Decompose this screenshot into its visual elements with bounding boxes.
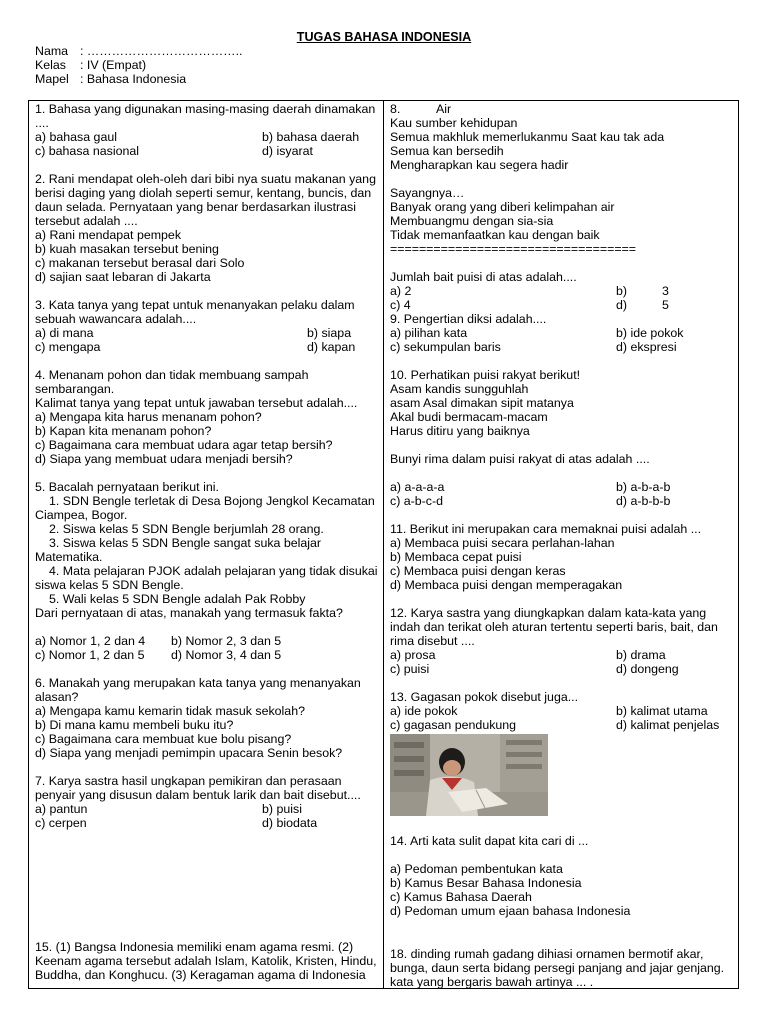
- option: b) Nomor 2, 3 dan 5: [171, 634, 282, 648]
- option: a) a-a-a-a: [390, 480, 445, 494]
- statement: 2. Siswa kelas 5 SDN Bengle berjumlah 28 orang.: [49, 522, 324, 536]
- poem-line: Kau sumber kehidupan: [390, 116, 518, 130]
- option-value: 5: [662, 298, 669, 312]
- question-13: 13. Gagasan pokok disebut juga...: [390, 690, 579, 704]
- option: c) 4: [390, 298, 411, 312]
- poem-line: Semua makhluk memerlukanmu Saat kau tak ada: [390, 130, 665, 144]
- option: c) cerpen: [35, 816, 87, 830]
- mapel-value: : Bahasa Indonesia: [80, 72, 187, 87]
- poem-line: Sayangnya…: [390, 186, 465, 200]
- option: d) Pedoman umum ejaan bahasa Indonesia: [390, 904, 631, 918]
- option: a) pilihan kata: [390, 326, 468, 340]
- option: b) a-b-a-b: [616, 480, 671, 494]
- option: b) Kapan kita menanam pohon?: [35, 424, 212, 438]
- option: c) makanan tersebut berasal dari Solo: [35, 256, 245, 270]
- option: c) puisi: [390, 662, 430, 676]
- kelas-value: : IV (Empat): [80, 58, 147, 73]
- poem-line: asam Asal dimakan sipit matanya: [390, 396, 574, 410]
- option: a) Mengapa kamu kemarin tidak masuk sekolah?: [35, 704, 305, 718]
- option: a) di mana: [35, 326, 94, 340]
- option: d) ekspresi: [616, 340, 677, 354]
- statement: 4. Mata pelajaran PJOK adalah pelajaran yang tidak disukai siswa kelas 5 SDN Bengle.: [35, 564, 378, 592]
- poem-line: Semua kan bersedih: [390, 144, 504, 158]
- poem-line: Harus ditiru yang baiknya: [390, 424, 530, 438]
- statement: 1. SDN Bengle terletak di Desa Bojong Jengkol Kecamatan Ciampea, Bogor.: [35, 494, 375, 522]
- option: b) kuah masakan tersebut bening: [35, 242, 219, 256]
- question-8: Jumlah bait puisi di atas adalah....: [390, 270, 577, 284]
- option: a) Nomor 1, 2 dan 4: [35, 634, 146, 648]
- option: c) gagasan pendukung: [390, 718, 517, 732]
- option: b) siapa: [307, 326, 352, 340]
- option: d) Siapa yang membuat udara menjadi bersih?: [35, 452, 293, 466]
- option: d) Membaca puisi dengan memperagakan: [390, 578, 623, 592]
- question-10: 10. Perhatikan puisi rakyat berikut!: [390, 368, 581, 382]
- option: d) dongeng: [616, 662, 679, 676]
- poem-line: Tidak memanfaatkan kau dengan baik: [390, 228, 600, 242]
- option: a) 2: [390, 284, 412, 298]
- question-9: 9. Pengertian diksi adalah....: [390, 312, 547, 326]
- option-value: 3: [662, 284, 669, 298]
- kelas-label: Kelas: [35, 58, 66, 73]
- option: b) Membaca cepat puisi: [390, 550, 522, 564]
- question-4-prompt: Kalimat tanya yang tepat untuk jawaban tersebut adalah....: [35, 396, 358, 410]
- option: b) ide pokok: [616, 326, 684, 340]
- option: b) bahasa daerah: [262, 130, 360, 144]
- option: d) Siapa yang menjadi pemimpin upacara Senin besok?: [35, 746, 343, 760]
- poem-line: Membuangmu dengan sia-sia: [390, 214, 554, 228]
- option: a) prosa: [390, 648, 436, 662]
- question-18: 18. dinding rumah gadang dihiasi ornamen bermotif akar, bunga, daun serta bidang persegi panjang and jajar genjang. kata yang bergaris bawah artinya ... .: [390, 947, 725, 989]
- option: c) sekumpulan baris: [390, 340, 501, 354]
- statement: 3. Siswa kelas 5 SDN Bengle sangat suka belajar Matematika.: [35, 536, 322, 564]
- poem-line: Mengharapkan kau segera hadir: [390, 158, 569, 172]
- column-divider: [383, 100, 384, 989]
- option: d) kapan: [307, 340, 356, 354]
- poem-line: Akal budi bermacam-macam: [390, 410, 548, 424]
- option: d) biodata: [262, 816, 318, 830]
- statement: 5. Wali kelas 5 SDN Bengle adalah Pak Robby: [49, 592, 306, 606]
- question-4: 4. Menanam pohon dan tidak membuang sampah sembarangan.: [35, 368, 309, 396]
- option: d) kalimat penjelas: [616, 718, 720, 732]
- option: a) Mengapa kita harus menanam pohon?: [35, 410, 262, 424]
- student-info: [35, 44, 242, 87]
- option: c) a-b-c-d: [390, 494, 444, 508]
- question-6: 6. Manakah yang merupakan kata tanya yang menanyakan alasan?: [35, 676, 361, 704]
- mapel-label: Mapel: [35, 72, 69, 87]
- option: d) isyarat: [262, 144, 313, 158]
- question-1: 1. Bahasa yang digunakan masing-masing daerah dinamakan ....: [35, 102, 376, 130]
- poem-line: Banyak orang yang diberi kelimpahan air: [390, 200, 615, 214]
- question-14: 14. Arti kata sulit dapat kita cari di ...: [390, 834, 589, 848]
- option: b) kalimat utama: [616, 704, 708, 718]
- option: d) a-b-b-b: [616, 494, 671, 508]
- question-2: 2. Rani mendapat oleh-oleh dari bibi nya suatu makanan yang berisi daging yang diolah seperti semur, kentang, buncis, dan daun selada. Pernyataan yang benar berdasarkan ilustrasi tersebut adalah ....: [35, 172, 376, 228]
- question-12: 12. Karya sastra yang diungkapkan dalam kata-kata yang indah dan terikat oleh aturan tertentu seperti baris, bait, dan rima disebut ....: [390, 606, 718, 648]
- question-8-number: 8.: [390, 102, 401, 116]
- option: c) Kamus Bahasa Daerah: [390, 890, 532, 904]
- question-7: 7. Karya sastra hasil ungkapan pemikiran dan perasaan penyair yang disusun dalam bentuk larik dan bait disebut....: [35, 774, 361, 802]
- option: c) Membaca puisi dengan keras: [390, 564, 566, 578]
- option: d) sajian saat lebaran di Jakarta: [35, 270, 211, 284]
- question-15: 15. (1) Bangsa Indonesia memiliki enam agama resmi. (2) Keenam agama tersebut adalah Islam, Katolik, Kristen, Hindu, Buddha, dan Konghucu. (3) Keragaman agama di Indonesia: [35, 940, 377, 982]
- option: a) Membaca puisi secara perlahan-lahan: [390, 536, 615, 550]
- reading-illustration: [390, 734, 548, 816]
- question-10-prompt: Bunyi rima dalam puisi rakyat di atas adalah ....: [390, 452, 650, 466]
- separator-line: ==================================: [390, 242, 637, 256]
- option: c) Nomor 1, 2 dan 5: [35, 648, 145, 662]
- right-column: [390, 102, 733, 918]
- option: b) Kamus Besar Bahasa Indonesia: [390, 876, 582, 890]
- option: a) ide pokok: [390, 704, 458, 718]
- photo-student-reading: [390, 734, 548, 816]
- option: c) Bagaimana cara membuat udara agar tetap bersih?: [35, 438, 333, 452]
- poem-title: Air: [436, 102, 452, 116]
- question-5-prompt: Dari pernyataan di atas, manakah yang termasuk fakta?: [35, 606, 343, 620]
- option: a) Rani mendapat pempek: [35, 228, 182, 242]
- option: b) Di mana kamu membeli buku itu?: [35, 718, 234, 732]
- nama-value: : ………………………………..: [80, 44, 243, 58]
- option: a) bahasa gaul: [35, 130, 117, 144]
- page-title: TUGAS BAHASA INDONESIA: [296, 30, 472, 44]
- option: c) Bagaimana cara membuat kue bolu pisang?: [35, 732, 292, 746]
- option: b) drama: [616, 648, 666, 662]
- option: b) puisi: [262, 802, 302, 816]
- question-5: 5. Bacalah pernyataan berikut ini.: [35, 480, 219, 494]
- question-11: 11. Berikut ini merupakan cara memaknai puisi adalah ...: [390, 522, 702, 536]
- question-3: 3. Kata tanya yang tepat untuk menanyakan pelaku dalam sebuah wawancara adalah....: [35, 298, 355, 326]
- option: c) mengapa: [35, 340, 101, 354]
- option: c) bahasa nasional: [35, 144, 140, 158]
- option: d): [616, 298, 628, 312]
- left-column: [35, 102, 378, 830]
- option: a) Pedoman pembentukan kata: [390, 862, 563, 876]
- option: d) Nomor 3, 4 dan 5: [171, 648, 282, 662]
- nama-label: Nama: [35, 44, 69, 58]
- option: b): [616, 284, 628, 298]
- poem-line: Asam kandis sungguhlah: [390, 382, 529, 396]
- option: a) pantun: [35, 802, 88, 816]
